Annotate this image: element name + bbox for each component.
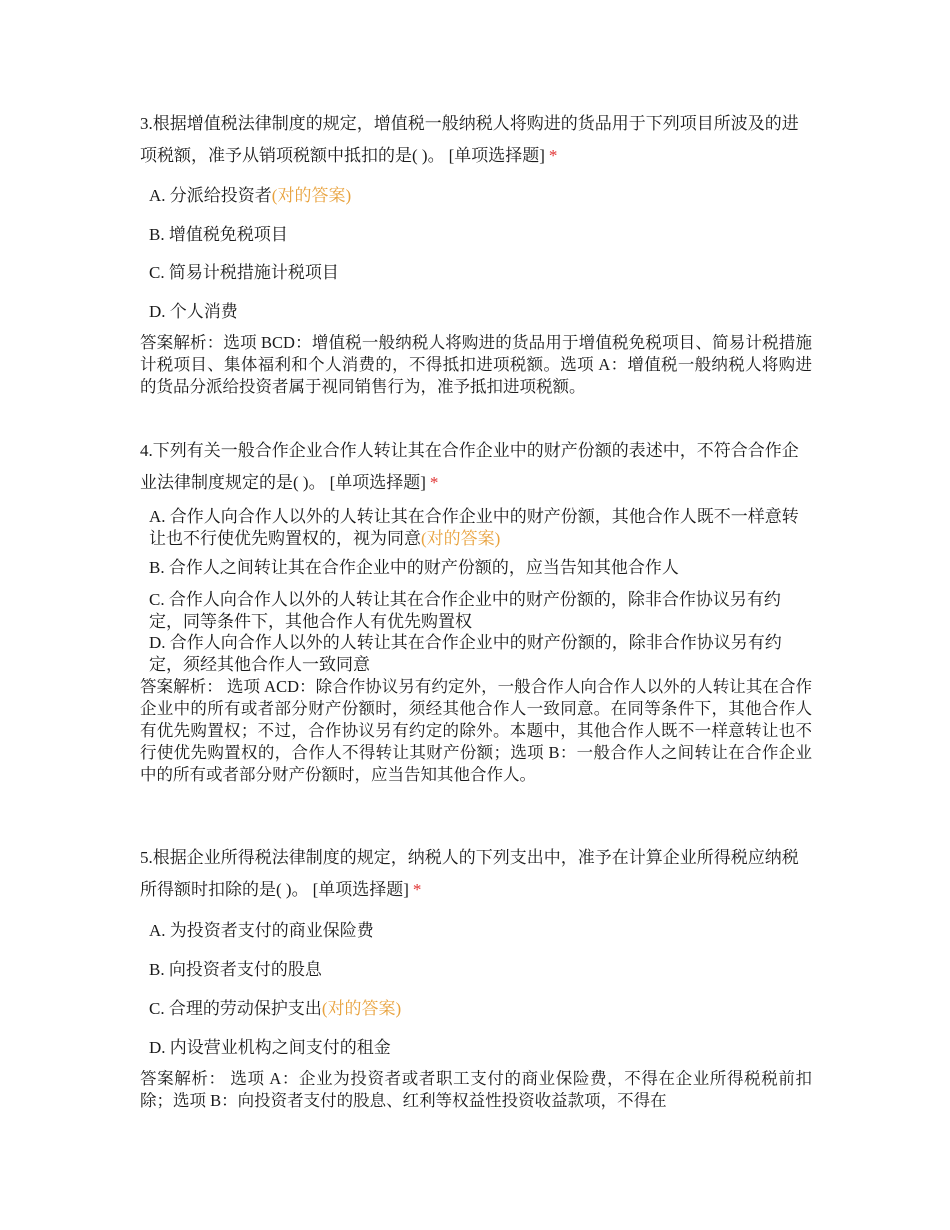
question-type-label: [单项选择题]: [448, 146, 545, 165]
question-type-label: [单项选择题]: [329, 473, 426, 492]
required-mark: *: [429, 473, 439, 492]
option-d[interactable]: D. 合作人向合作人以外的人转让其在合作企业中的财产份额的，除非合作协议另有约定，须经其他合作人一致同意: [149, 633, 782, 674]
option-b[interactable]: B. 增值税免税项目: [149, 225, 288, 244]
question-3: [140, 108, 812, 172]
correct-answer-mark: (对的答案): [271, 186, 352, 205]
option-b[interactable]: B. 合作人之间转让其在合作企业中的财产份额的，应当告知其他合作人: [149, 558, 679, 577]
answer-explanation: 答案解析： 选项 A：企业为投资者或者职工支付的商业保险费，不得在企业所得税税前扣除；选项 B：向投资者支付的股息、红利等权益性投资收益款项，不得在: [140, 1069, 812, 1110]
option-d[interactable]: D. 内设营业机构之间支付的租金: [149, 1038, 391, 1057]
option-a[interactable]: A. 分派给投资者(对的答案): [149, 186, 352, 205]
correct-answer-mark: (对的答案): [421, 529, 501, 548]
option-a[interactable]: A. 合作人向合作人以外的人转让其在合作企业中的财产份额，其他合作人既不一样意转让也不行使优先购置权的，视为同意(对的答案): [149, 507, 799, 548]
option-c[interactable]: C. 合作人向合作人以外的人转让其在合作企业中的财产份额的，除非合作协议另有约定，同等条件下，其他合作人有优先购置权: [149, 590, 781, 631]
question-4: [140, 435, 812, 499]
option-c[interactable]: C. 合理的劳动保护支出(对的答案): [149, 999, 402, 1018]
option-d[interactable]: D. 个人消费: [149, 302, 238, 321]
option-b[interactable]: B. 向投资者支付的股息: [149, 960, 322, 979]
question-title: 4.下列有关一般合作企业合作人转让其在合作企业中的财产份额的表述中，不符合合作企业法律制度规定的是( )。 [单项选择题] *: [140, 441, 799, 492]
required-mark: *: [412, 880, 422, 899]
required-mark: *: [548, 146, 558, 165]
answer-explanation: 答案解析： 选项 ACD：除合作协议另有约定外，一般合作人向合作人以外的人转让其在合作企业中的所有或者部分财产份额时，须经其他合作人一致同意。在同等条件下，其他合作人有优先购置权；不过，合作协议另有约定的除外。本题中，其他合作人既不一样意转让也不行使优先购置权的，合作人不得转让其财产份额；选项 B：一般合作人之间转让在合作企业中的所有或者部分财产份额时，应当告知其他合作人。: [140, 677, 812, 784]
question-title: 5.根据企业所得税法律制度的规定，纳税人的下列支出中，准予在计算企业所得税应纳税所得额时扣除的是( )。 [单项选择题] *: [140, 848, 799, 899]
answer-explanation: 答案解析：选项 BCD：增值税一般纳税人将购进的货品用于增值税免税项目、简易计税措施计税项目、集体福利和个人消费的，不得抵扣进项税额。选项 A：增值税一般纳税人将购进的货品分派给投资者属于视同销售行为，准予抵扣进项税额。: [140, 333, 812, 396]
question-title: 3.根据增值税法律制度的规定，增值税一般纳税人将购进的货品用于下列项目所波及的进项税额，准予从销项税额中抵扣的是( )。 [单项选择题] *: [140, 114, 799, 165]
option-a[interactable]: A. 为投资者支付的商业保险费: [149, 921, 374, 940]
question-type-label: [单项选择题]: [312, 880, 409, 899]
question-5: [140, 842, 812, 906]
option-c[interactable]: C. 简易计税措施计税项目: [149, 263, 339, 282]
correct-answer-mark: (对的答案): [321, 999, 402, 1018]
